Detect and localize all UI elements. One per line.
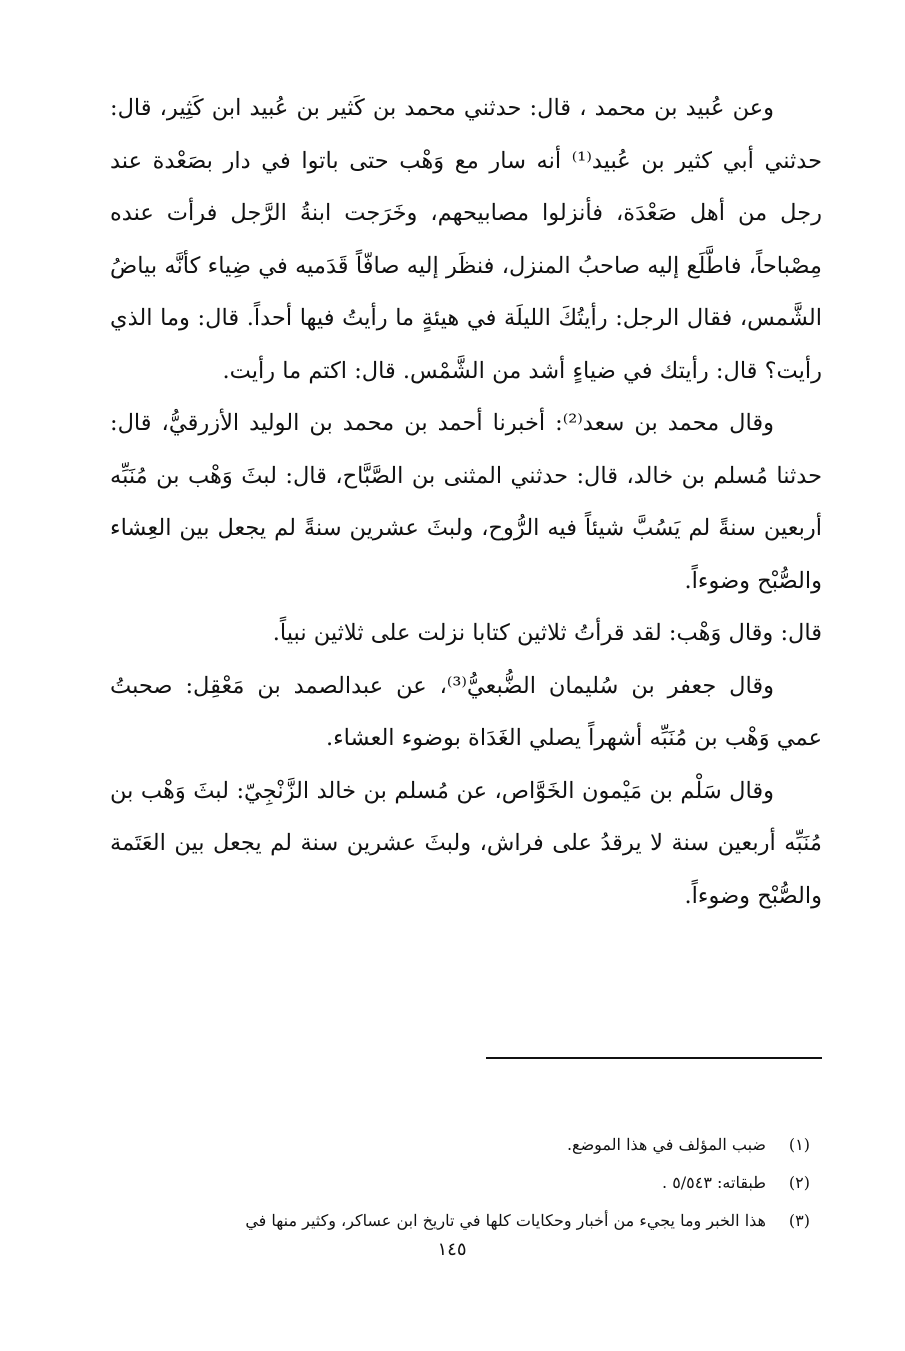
paragraph-3: قال: وقال وَهْب: لقد قرأتُ ثلاثين كتابا نزلت على ثلاثين نبياً. bbox=[272, 620, 822, 646]
paragraph-5: وقال سَلْم بن مَيْمون الخَوَّاص، عن مُسلم بن خالد الزَّنْجِيّ: لبثَ وَهْب بن مُنَبِّه أربعين سنة لا يرقدُ على فراش، ولبثَ عشرين سنة لم يجعل بين العَتَمة والصُّبْح وضوءاً. bbox=[110, 777, 822, 909]
footnote-3 bbox=[110, 1202, 810, 1240]
footnote-number: (١) bbox=[788, 1135, 810, 1154]
paragraph-1: وعن عُبيد بن محمد ، قال: حدثني محمد بن كَثير بن عُبيد ابن كَثِير، قال: حدثني أبي كثير بن عُبيد⁽¹⁾ أنه سار مع وَهْب حتى باتوا في دار بصَعْدة عند رجل من أهل صَعْدَة، فأنزلوا مصابيحهم، وخَرَجت ابنةُ الرَّجل فرأت عنده مِصْباحاً، فاطَّلَع إليه صاحبُ المنزل، فنظَر إليه صافّاً قَدَميه في ضِياء كأنَّه بياضُ الشَّمس، فقال الرجل: رأيتُكَ الليلَة في هيئةٍ ما رأيتُ فيها أحداً. قال: وما الذي رأيت؟ قال: رأيتك في ضياءٍ أشد من الشَّمْس. قال: اكتم ما رأيت. bbox=[110, 95, 822, 384]
footnote-separator bbox=[486, 1057, 822, 1059]
footnote-number: (٢) bbox=[788, 1173, 810, 1192]
paragraph-4: وقال جعفر بن سُليمان الضُّبعيُّ⁽³⁾، عن عبدالصمد بن مَعْقِل: صحبتُ عمي وَهْب بن مُنَبِّه أشهراً يصلي الغَدَاة بوضوء العشاء. bbox=[110, 672, 822, 751]
page-number: ١٤٥ bbox=[437, 1239, 467, 1260]
footnote-2 bbox=[110, 1164, 810, 1202]
footnote-text: طبقاته: ٥/٥٤٣ . bbox=[662, 1173, 766, 1192]
footnote-number: (٣) bbox=[788, 1211, 810, 1230]
footnotes bbox=[110, 1126, 810, 1240]
footnote-text: هذا الخبر وما يجيء من أخبار وحكايات كلها في تاريخ ابن عساكر، وكثير منها في bbox=[245, 1211, 766, 1230]
paragraph-2: وقال محمد بن سعد⁽²⁾: أخبرنا أحمد بن محمد بن الوليد الأزرقيُّ، قال: حدثنا مُسلم بن خالد، قال: حدثني المثنى بن الصَّبَّاح، قال: لبثَ وَهْب بن مُنَبِّه أربعين سنةً لم يَسُبَّ شيئاً فيه الرُّوح، ولبثَ عشرين سنةً لم يجعل بين العِشاء والصُّبْح وضوءاً. bbox=[110, 410, 822, 594]
footnote-1 bbox=[110, 1126, 810, 1164]
main-text bbox=[110, 82, 822, 922]
footnote-text: ضبب المؤلف في هذا الموضع. bbox=[566, 1135, 766, 1154]
